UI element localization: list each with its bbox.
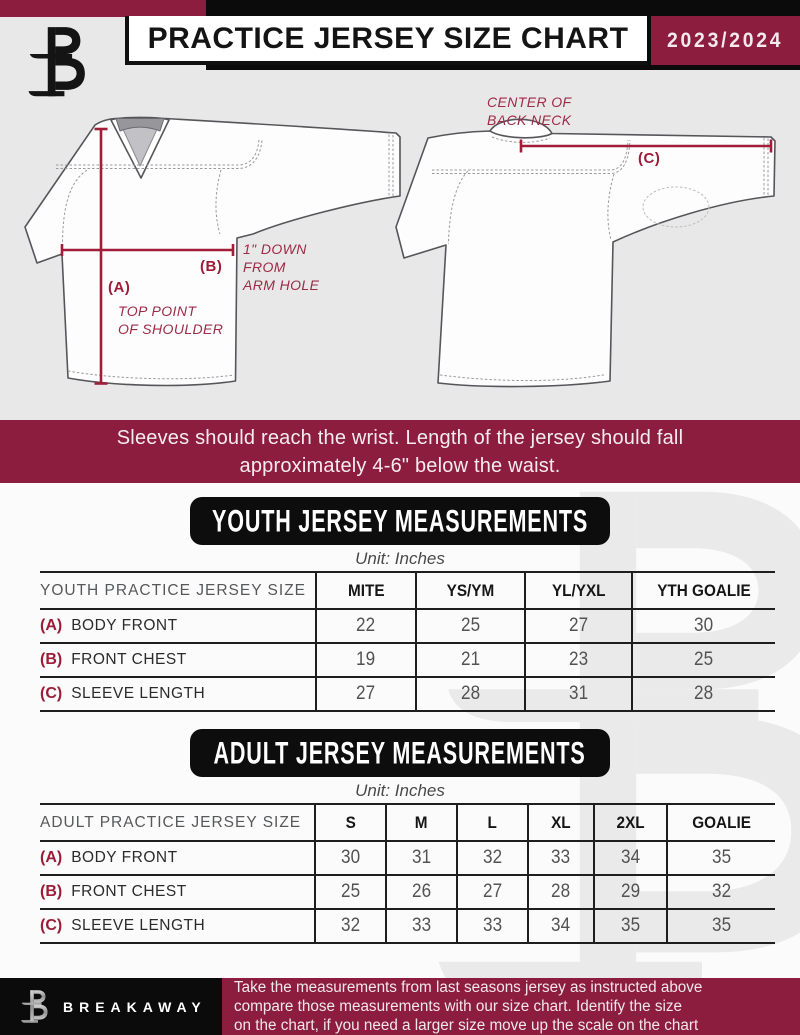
- front-b-key: (B): [200, 258, 223, 275]
- table-row: (A) BODY FRONT 22 25 27 30: [40, 609, 775, 643]
- column-header: YL/YXL: [525, 572, 632, 609]
- column-header: M: [386, 804, 457, 841]
- column-header: L: [457, 804, 528, 841]
- column-header: GOALIE: [667, 804, 775, 841]
- table-row: (A) BODY FRONT 30 31 32 33 34 35: [40, 841, 775, 875]
- footer-brand-bar: [0, 978, 222, 1035]
- youth-size-table: [40, 571, 775, 712]
- adult-table-title: ADULT PRACTICE JERSEY SIZE: [40, 804, 315, 841]
- season-box: [651, 16, 800, 65]
- column-header: 2XL: [594, 804, 667, 841]
- back-neck-caption: CENTER OF BACK NECK: [487, 94, 572, 128]
- fit-note-line1: Sleeves should reach the wrist. Length of the jersey should fall: [116, 426, 684, 449]
- youth-measurements-heading: YOUTH JERSEY MEASUREMENTS: [190, 497, 610, 545]
- column-header: YS/YM: [416, 572, 525, 609]
- footer-instructions: [222, 978, 800, 1035]
- title-box: [125, 16, 647, 65]
- table-row: (B) FRONT CHEST 19 21 23 25: [40, 643, 775, 677]
- adult-unit-label: Unit: Inches: [355, 781, 445, 800]
- adult-measurements-heading: ADULT JERSEY MEASUREMENTS: [190, 729, 610, 777]
- page-title: PRACTICE JERSEY SIZE CHART: [147, 21, 629, 55]
- front-a-key: (A): [108, 279, 131, 296]
- front-b-caption: 1" DOWN FROM ARM HOLE: [243, 241, 320, 293]
- tables-section: [0, 483, 800, 978]
- footer-note-line2: compare those measurements with our size chart. Identify the size: [234, 998, 683, 1015]
- header-maroon-strip: [0, 0, 206, 17]
- jersey-back-view: [396, 119, 775, 386]
- fit-note-line2: approximately 4-6" below the waist.: [239, 454, 561, 477]
- column-header: S: [315, 804, 386, 841]
- breakaway-logo-icon: [20, 989, 50, 1025]
- adult-size-table: [40, 803, 775, 944]
- footer-note-line3: on the chart, if you need a larger size move up the scale on the chart: [234, 1017, 699, 1034]
- jersey-front-view: [25, 117, 400, 385]
- column-header: MITE: [316, 572, 416, 609]
- youth-table-header-row: [40, 572, 775, 609]
- season-label: 2023/2024: [667, 28, 784, 52]
- adult-table-header-row: [40, 804, 775, 841]
- front-a-caption: TOP POINT OF SHOULDER: [118, 303, 224, 337]
- jersey-diagram-area: [0, 70, 800, 420]
- back-c-key: (C): [638, 150, 661, 167]
- column-header: YTH GOALIE: [632, 572, 775, 609]
- table-row: (B) FRONT CHEST 25 26 27 28 29 32: [40, 875, 775, 909]
- footer-brand-name: BREAKAWAY: [63, 998, 207, 1015]
- table-row: (C) SLEEVE LENGTH 27 28 31 28: [40, 677, 775, 711]
- footer-note-line1: Take the measurements from last seasons jersey as instructed above: [234, 979, 703, 996]
- youth-table-title: YOUTH PRACTICE JERSEY SIZE: [40, 572, 316, 609]
- jersey-diagrams: [0, 70, 800, 420]
- column-header: XL: [528, 804, 594, 841]
- youth-unit-label: Unit: Inches: [355, 549, 445, 568]
- table-row: (C) SLEEVE LENGTH 32 33 33 34 35 35: [40, 909, 775, 943]
- fit-note-banner: [0, 420, 800, 483]
